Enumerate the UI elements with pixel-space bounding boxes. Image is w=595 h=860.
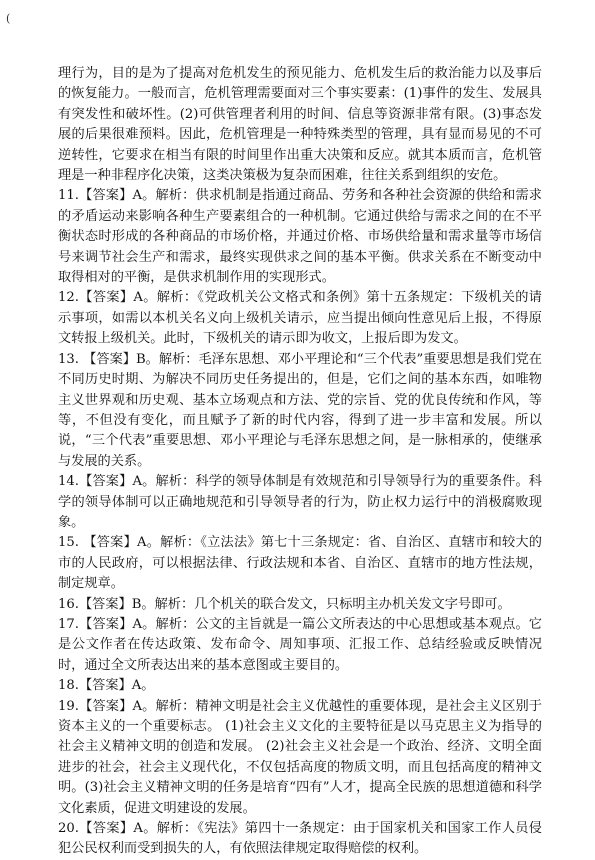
answer-17: 17.【答案】A。解析：公文的主旨就是一篇公文所表达的中心思想或基本观点。它是公文作者在传达政策、发布命令、周知事项、汇报工作、总结经验或反映情况时，通过全文所表达出来的基本意图或主要目的。	[58, 616, 542, 673]
answer-14: 14.【答案】A。解析：科学的领导体制是有效规范和引导领导行为的重要条件。科学的领导体制可以正确地规范和引导领导者的行为，防止权力运行中的消极腐败现象。	[58, 474, 542, 530]
answer-12: 12.【答案】A。解析：《党政机关公文格式和条例》第十五条规定：下级机关的请示事项，如需以本机关名义向上级机关请示，应当提出倾向性意见后上报，不得原文转报上级机关。此时，下级机关的请示即为收文，上报后即为发文。	[58, 290, 542, 347]
intro-paragraph: 理行为，目的是为了提高对危机发生的预见能力、危机发生后的救治能力以及事后的恢复能力。一般而言，危机管理需要面对三个事实要素：(1)事件的发生、发展具有突发性和破坏性。(2)可供管理者利用的时间、信息等资源非常有限。(3)事态发展的后果很难预料。因此，危机管理是一种特殊类型的管理，具有显而易见的不可逆转性，它要求在相当有限的时间里作出重大决策和反应。就其本质而言，危机管理是一种非程序化决策，这类决策极为复杂而困难，往往关系到组织的安危。	[58, 66, 542, 184]
answer-16: 16.【答案】B。解析：几个机关的联合发文，只标明主办机关发文字号即可。	[58, 596, 511, 612]
answer-15: 15. 【答案】A。解析：《立法法》第七十三条规定：省、自治区、直辖市和较大的市的人民政府，可以根据法律、行政法规和本省、自治区、直辖市的地方性法规，制定规章。	[58, 535, 542, 592]
answer-19: 19.【答案】A。解析：精神文明是社会主义优越性的重要体现，是社会主义区别于资本主义的一个重要标志。 (1)社会主义文化的主要特征是以马克思主义为指导的社会主义精神文明的创造和发展。 (2)社会主义社会是一个政治、经济、文明全面进步的社会，社会主义现代化，不仅包括高度的物质文明，而且包括高度的精神文明。(3)社会主义精神文明的任务是培育“四有”人才，提高全民族的思想道德和科学文化素质，促进文明建设的发展。	[58, 698, 542, 816]
answer-18: 18.【答案】A。	[58, 678, 155, 694]
answer-11: 11.【答案】A。解析：供求机制是指通过商品、劳务和各种社会资源的供给和需求的矛盾运动来影响各种生产要素组合的一种机制。它通过供给与需求之间的在不平衡状态时形成的各种商品的市场价格，并通过价格、市场供给量和需求量等市场信号来调节社会生产和需求，最终实现供求之间的基本平衡。供求关系在不断变动中取得相对的平衡，是供求机制作用的实现形式。	[58, 188, 542, 286]
answer-20: 20.【答案】A。解析：《宪法》第四十一条规定：由于国家机关和国家工作人员侵犯公民权利而受到损失的人，有依照法律规定取得赔偿的权利。	[58, 821, 542, 857]
answer-13: 13. 【答案】B。解析：毛泽东思想、邓小平理论和“三个代表”重要思想是我们党在不同历史时期、为解决不同历史任务提出的，但是，它们之间的基本东西，如唯物主义世界观和历史观、基本立场观点和方法、党的宗旨、党的优良传统和作风，等等，不但没有变化，而且赋予了新的时代内容，得到了进一步丰富和发展。所以说，“三个代表”重要思想、邓小平理论与毛泽东思想之间，是一脉相承的，使继承与发展的关系。	[58, 351, 542, 469]
corner-mark: (	[6, 12, 11, 25]
answer-content	[58, 64, 542, 860]
